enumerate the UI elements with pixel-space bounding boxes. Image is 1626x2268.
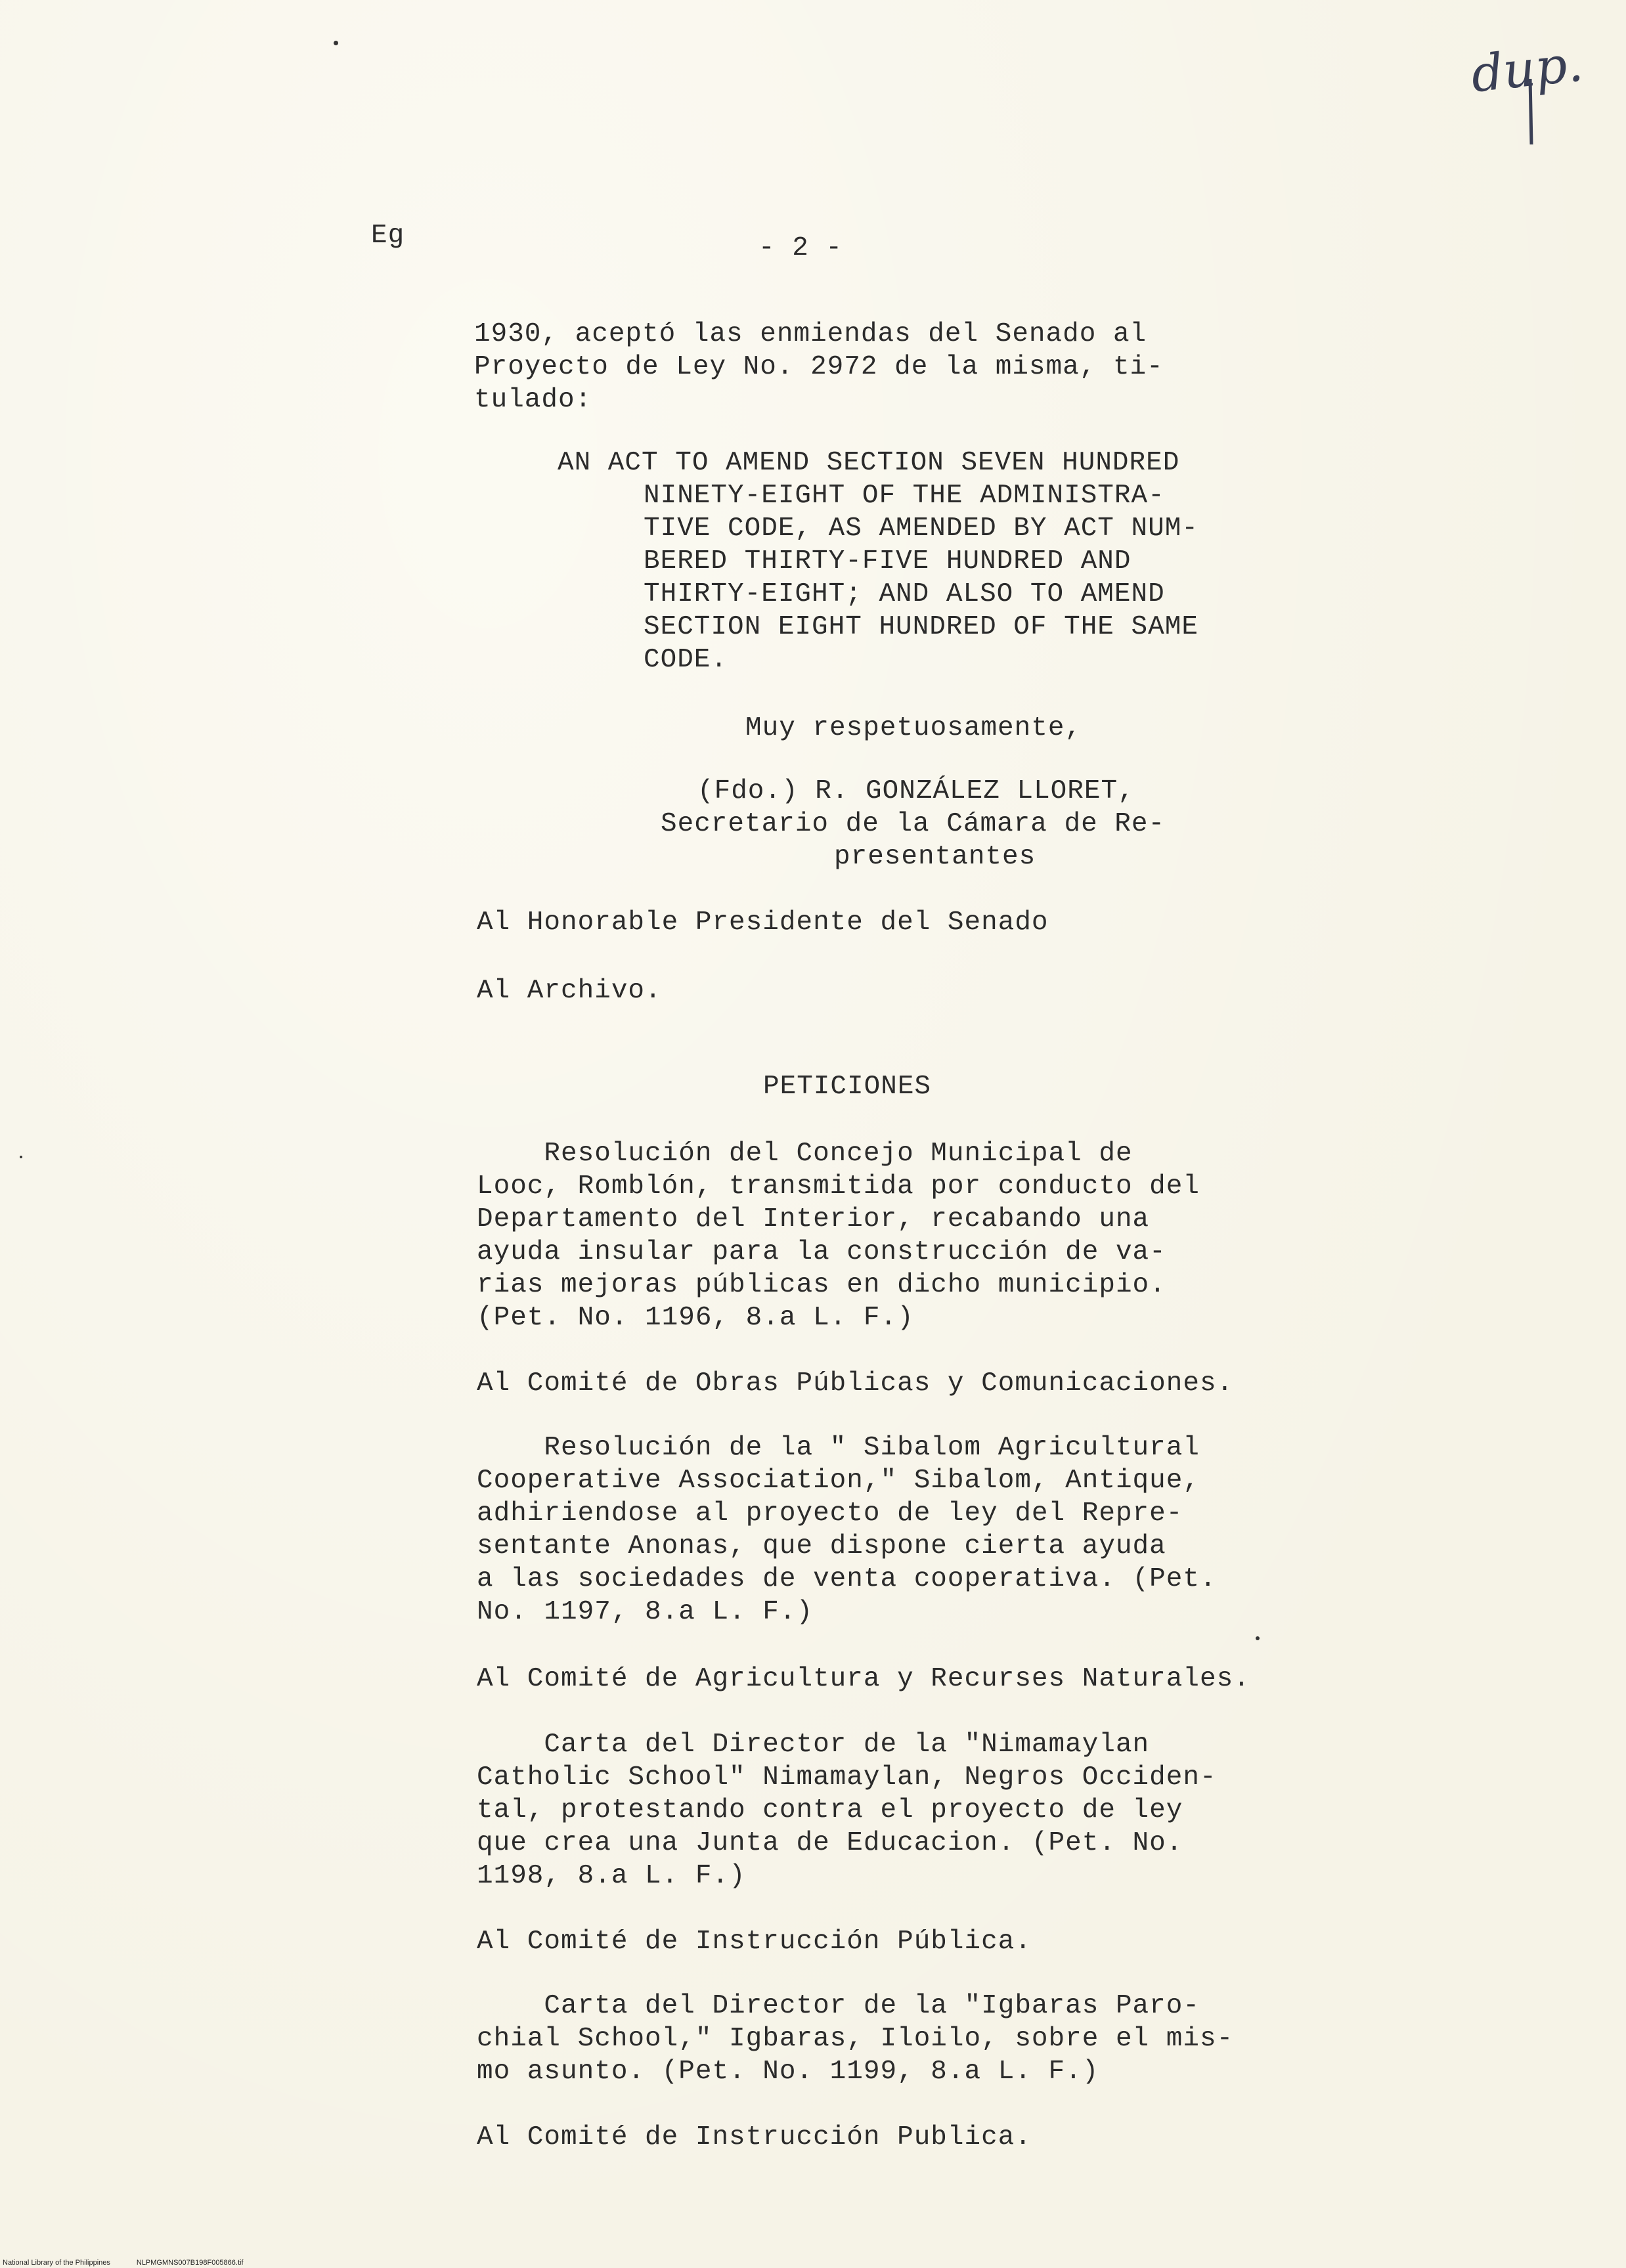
signature-line: presentantes bbox=[834, 842, 1036, 872]
act-title-line: NINETY-EIGHT OF THE ADMINISTRA- bbox=[644, 481, 1165, 511]
petition-line: Looc, Romblón, transmitida por conducto del bbox=[477, 1171, 1200, 1202]
paper-speck bbox=[334, 41, 338, 45]
petition-line: tal, protestando contra el proyecto de ley bbox=[477, 1795, 1183, 1825]
scan-footer bbox=[3, 2259, 270, 2267]
petition-line: ayuda insular para la construcción de va- bbox=[477, 1237, 1166, 1267]
footer-file-id: NLPMGMNS007B198F005866.tif bbox=[136, 2259, 244, 2267]
page-number: - 2 - bbox=[758, 233, 843, 263]
petition-line: Resolución del Concejo Municipal de bbox=[477, 1139, 1133, 1169]
act-title-line: TIVE CODE, AS AMENDED BY ACT NUM- bbox=[644, 513, 1198, 544]
petition-line: chial School," Igbaras, Iloilo, sobre el mis- bbox=[477, 2024, 1234, 2054]
handwritten-stroke bbox=[1524, 79, 1537, 151]
petition-referral: Al Comité de Agricultura y Recurses Naturales. bbox=[477, 1664, 1250, 1694]
paper-speck bbox=[1256, 1636, 1260, 1640]
footer-source: National Library of the Philippines bbox=[3, 2259, 110, 2267]
signature-line: (Fdo.) R. GONZÁLEZ LLORET, bbox=[697, 776, 1135, 806]
act-title-line: THIRTY-EIGHT; AND ALSO TO AMEND bbox=[644, 579, 1165, 609]
petition-referral: Al Comité de Instrucción Publica. bbox=[477, 2122, 1032, 2152]
act-title-line: SECTION EIGHT HUNDRED OF THE SAME bbox=[644, 612, 1198, 642]
referral-line: Al Honorable Presidente del Senado bbox=[477, 907, 1049, 938]
petition-referral: Al Comité de Obras Públicas y Comunicaciones. bbox=[477, 1368, 1234, 1399]
typist-initials: Eg bbox=[371, 221, 405, 251]
section-heading: PETICIONES bbox=[763, 1072, 932, 1102]
petition-line: (Pet. No. 1196, 8.a L. F.) bbox=[477, 1303, 914, 1333]
act-title-first-line: AN ACT TO AMEND SECTION SEVEN HUNDRED bbox=[558, 448, 1180, 478]
petition-line: Carta del Director de la "Nimamaylan bbox=[477, 1730, 1150, 1760]
petition-line: Catholic School" Nimamaylan, Negros Occiden- bbox=[477, 1762, 1217, 1793]
intro-line: 1930, aceptó las enmiendas del Senado al bbox=[474, 319, 1147, 349]
petition-line: sentante Anonas, que dispone cierta ayuda bbox=[477, 1531, 1166, 1561]
petition-line: rias mejoras públicas en dicho municipio. bbox=[477, 1270, 1166, 1300]
petition-line: 1198, 8.a L. F.) bbox=[477, 1861, 746, 1891]
act-title-line: CODE. bbox=[644, 645, 728, 675]
petition-line: mo asunto. (Pet. No. 1199, 8.a L. F.) bbox=[477, 2057, 1099, 2087]
closing: Muy respetuosamente, bbox=[745, 713, 1082, 743]
act-title-line: BERED THIRTY-FIVE HUNDRED AND bbox=[644, 546, 1132, 577]
petition-line: No. 1197, 8.a L. F.) bbox=[477, 1597, 814, 1627]
handwritten-note: dup. bbox=[1468, 33, 1586, 104]
referral-line: Al Archivo. bbox=[477, 976, 662, 1006]
intro-line: Proyecto de Ley No. 2972 de la misma, ti- bbox=[474, 352, 1164, 382]
petition-line: a las sociedades de venta cooperativa. (Pet. bbox=[477, 1564, 1217, 1594]
signature-line: Secretario de la Cámara de Re- bbox=[661, 809, 1166, 839]
petition-line: adhiriendose al proyecto de ley del Repre- bbox=[477, 1498, 1183, 1529]
intro-line: tulado: bbox=[474, 385, 592, 415]
petition-line: Cooperative Association," Sibalom, Antique, bbox=[477, 1466, 1200, 1496]
paper-speck bbox=[20, 1156, 22, 1158]
petition-referral: Al Comité de Instrucción Pública. bbox=[477, 1927, 1032, 1957]
petition-line: que crea una Junta de Educacion. (Pet. No. bbox=[477, 1828, 1183, 1858]
petition-line: Resolución de la " Sibalom Agricultural bbox=[477, 1433, 1200, 1463]
petition-line: Carta del Director de la "Igbaras Paro- bbox=[477, 1991, 1200, 2021]
petition-line: Departamento del Interior, recabando una bbox=[477, 1204, 1150, 1234]
